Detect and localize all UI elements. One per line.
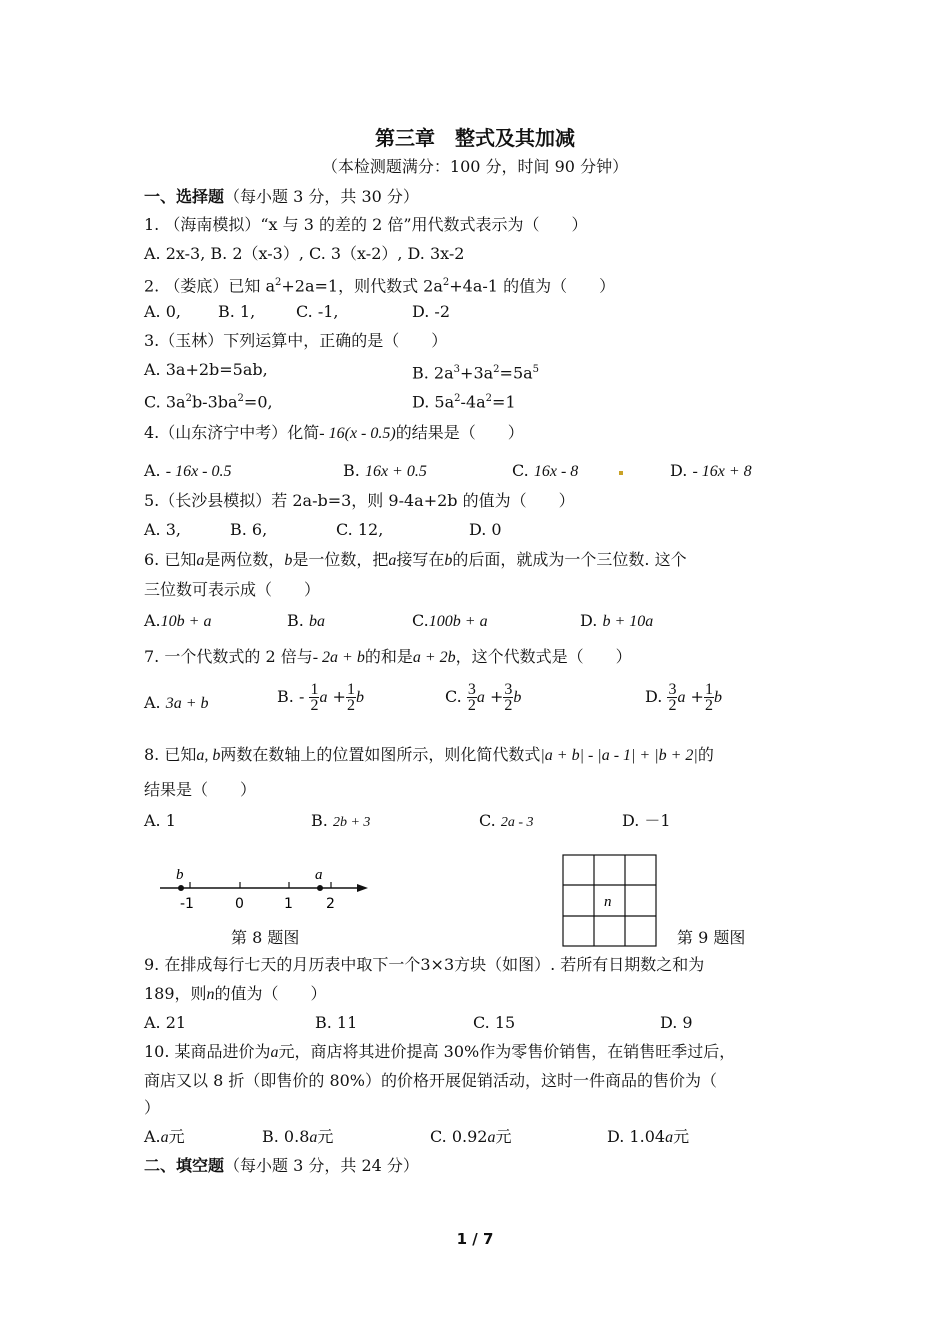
q7-option-b: B. - $\frac{1}{2}$ a + $\frac{1}{2}$ b <box>277 681 364 714</box>
q4-option-a: A. - 16x - 0.5 <box>144 461 232 480</box>
q10-option-d: D. 1.04a元 <box>607 1127 690 1146</box>
q9-option-d: D. 9 <box>660 1013 693 1032</box>
q8-option-a: A. 1 <box>144 811 176 830</box>
q3-option-b: B. $2a^3+3a^2=5a^5$ <box>412 363 540 383</box>
q6-option-a: A.10b + a <box>144 611 212 630</box>
q10-option-c: C. 0.92a元 <box>430 1127 512 1146</box>
page-number: 1 / 7 <box>456 1230 494 1248</box>
point-a-label: a <box>315 867 323 883</box>
q9-option-c: C. 15 <box>473 1013 516 1032</box>
figure-8-caption: 第 8 题图 <box>231 928 300 947</box>
q6-option-b: B. ba <box>287 611 325 630</box>
number-line-figure <box>150 862 380 918</box>
section-choice-heading: 一、选择题（每小题 3 分，共 30 分） <box>144 187 419 206</box>
q8-option-c: C. 2a - 3 <box>479 811 534 830</box>
q5-option-c: C. 12, <box>336 520 384 539</box>
q8-option-b: B. 2b + 3 <box>311 811 371 830</box>
q10-option-b: B. 0.8a元 <box>262 1127 334 1146</box>
grid-center-label: n <box>604 894 612 910</box>
q2-option-a: A. 0, <box>144 302 181 321</box>
q6-stem-line1: 6. 已知a是两位数，b是一位数，把a接写在b的后面，就成为一个三位数. 这个 <box>144 550 687 569</box>
q7-option-c: C. $\frac{3}{2}$ a + $\frac{3}{2}$ b <box>445 681 522 714</box>
q6-option-c: C.100b + a <box>412 611 488 630</box>
q7-option-a: A. 3a + b <box>144 693 209 712</box>
calendar-grid-figure <box>562 854 658 948</box>
figure-9-caption: 第 9 题图 <box>677 928 746 947</box>
stray-marker-dot <box>619 471 623 475</box>
q9-option-a: A. 21 <box>144 1013 187 1032</box>
q9-stem-line1: 9. 在排成每行七天的月历表中取下一个3×3方块（如图）. 若所有日期数之和为 <box>144 955 705 974</box>
q6-stem-line2: 三位数可表示成（ ） <box>144 580 321 599</box>
q3-option-a: A. 3a+2b=5ab, <box>144 360 268 379</box>
q4-option-d: D. - 16x + 8 <box>670 461 752 480</box>
tick-label-1: 1 <box>284 896 293 912</box>
q2-option-d: D. -2 <box>412 302 451 321</box>
page-subtitle: （本检测题满分：100 分，时间 90 分钟） <box>321 157 629 176</box>
q8-stem-line2: 结果是（ ） <box>144 780 257 799</box>
q3-option-d: D. $5a^2-4a^2=1$ <box>412 392 516 412</box>
q4-option-b: B. 16x + 0.5 <box>343 461 427 480</box>
q10-stem-line2: 商店又以 8 折（即售价的 80%）的价格开展促销活动，这时一件商品的售价为（ <box>144 1071 718 1090</box>
q7-option-d: D. $\frac{3}{2}$ a + $\frac{1}{2}$ b <box>645 681 722 714</box>
q2-option-c: C. -1, <box>296 302 339 321</box>
point-b-dot <box>178 885 184 891</box>
point-a-dot <box>317 885 323 891</box>
tick-label-minus-1: -1 <box>180 896 194 912</box>
q4-stem: 4.（山东济宁中考）化简- 16(x - 0.5)的结果是（ ） <box>144 423 524 442</box>
q5-option-b: B. 6, <box>230 520 268 539</box>
q9-option-b: B. 11 <box>315 1013 358 1032</box>
page-title: 第三章 整式及其加减 <box>375 126 575 150</box>
q7-stem: 7. 一个代数式的 2 倍与- 2a + b的和是a + 2b，这个代数式是（ ） <box>144 647 632 666</box>
section-fill-heading: 二、填空题（每小题 3 分，共 24 分） <box>144 1156 419 1175</box>
q6-option-d: D. b + 10a <box>580 611 654 630</box>
q10-stem-line1: 10. 某商品进价为a元，商店将其进价提高 30%作为零售价销售，在销售旺季过后， <box>144 1042 736 1061</box>
q4-option-c: C. 16x - 8 <box>512 461 579 480</box>
tick-label-0: 0 <box>235 896 244 912</box>
q10-stem-line3: ） <box>144 1098 161 1117</box>
q8-option-d: D. －1 <box>622 811 671 830</box>
number-line-arrow <box>357 884 368 892</box>
q8-stem-line1: 8. 已知a, b两数在数轴上的位置如图所示，则化简代数式|a + b| - |a - 1| + |b + 2|的 <box>144 745 714 764</box>
q5-option-d: D. 0 <box>469 520 502 539</box>
tick-label-2: 2 <box>326 896 335 912</box>
q2-option-b: B. 1, <box>218 302 256 321</box>
q1-stem: 1. （海南模拟）“x 与 3 的差的 2 倍”用代数式表示为（ ） <box>144 215 588 234</box>
q10-option-a: A.a元 <box>144 1127 185 1146</box>
q1-options: A. 2x-3, B. 2（x-3）, C. 3（x-2）, D. 3x-2 <box>144 244 465 263</box>
q3-option-c: C. $3a^2b-3ba^2=0$, <box>144 392 273 412</box>
q5-stem: 5.（长沙县模拟）若 2a-b=3，则 9-4a+2b 的值为（ ） <box>144 491 575 510</box>
q3-stem: 3.（玉林）下列运算中，正确的是（ ） <box>144 331 448 350</box>
q2-stem: 2. （娄底）已知 $a^2+2a=1$，则代数式 $2a^2+4a-1$ 的值为（ ） <box>144 276 616 296</box>
q9-stem-line2: 189，则n的值为（ ） <box>144 984 327 1003</box>
point-b-label: b <box>176 867 184 883</box>
q5-option-a: A. 3, <box>144 520 181 539</box>
